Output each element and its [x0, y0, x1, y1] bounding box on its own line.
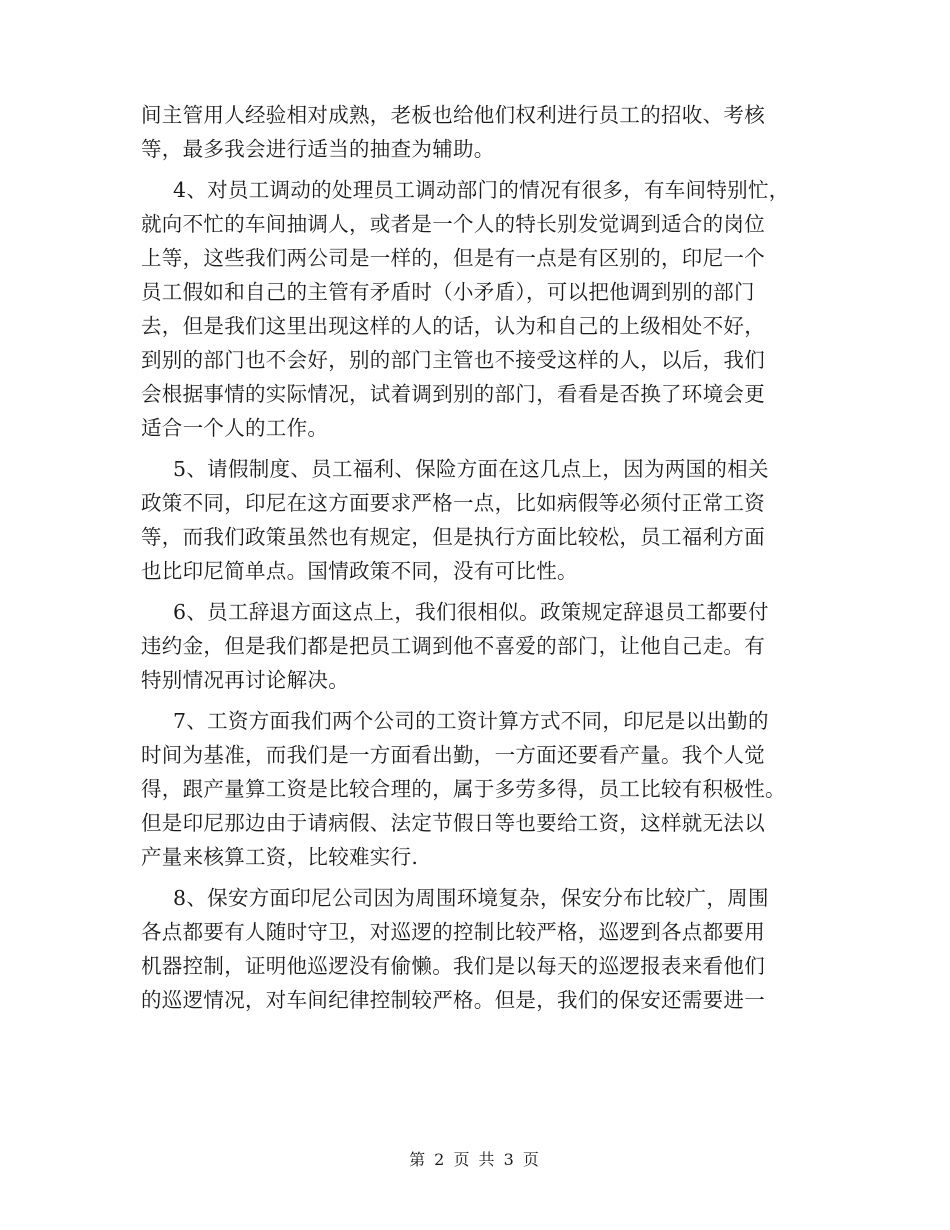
text-line: 上等，这些我们两公司是一样的，但是有一点是有区别的，印尼一个	[141, 246, 765, 270]
text-line: 4、对员工调动的处理员工调动部门的情况有很多，有车间特别忙，	[173, 178, 790, 202]
text-line: 适合一个人的工作。	[141, 416, 329, 440]
text-line: 去，但是我们这里出现这样的人的话，认为和自己的上级相处不好，	[141, 314, 765, 338]
page-number-footer: 第 2 页 共 3 页	[409, 1150, 541, 1169]
text-line: 员工假如和自己的主管有矛盾时（小矛盾），可以把他调到别的部门	[141, 280, 755, 304]
text-line: 机器控制，证明他巡逻没有偷懒。我们是以每天的巡逻报表来看他们	[141, 954, 765, 978]
text-line: 违约金，但是我们都是把员工调到他不喜爱的部门，让他自己走。有	[141, 634, 765, 658]
text-line: 等，而我们政策虽然也有规定，但是执行方面比较松，员工福利方面	[141, 525, 765, 549]
text-line: 政策不同，印尼在这方面要求严格一点，比如病假等必须付正常工资	[141, 491, 765, 515]
text-line: 也比印尼简单点。国情政策不同，没有可比性。	[141, 559, 578, 583]
text-line: 5、请假制度、员工福利、保险方面在这几点上，因为两国的相关	[173, 457, 769, 481]
document-body	[141, 98, 816, 1017]
text-line: 到别的部门也不会好，别的部门主管也不接受这样的人，以后，我们	[141, 348, 765, 372]
text-line: 7、工资方面我们两个公司的工资计算方式不同，印尼是以出勤的	[173, 709, 769, 733]
text-line: 但是印尼那边由于请病假、法定节假日等也要给工资，这样就无法以	[141, 811, 765, 835]
text-line: 的巡逻情况，对车间纪律控制较严格。但是，我们的保安还需要进一	[141, 988, 765, 1012]
text-line: 就向不忙的车间抽调人，或者是一个人的特长别发觉调到适合的岗位	[141, 212, 765, 236]
text-line: 6、员工辞退方面这点上，我们很相似。政策规定辞退员工都要付	[173, 600, 769, 624]
text-line: 会根据事情的实际情况，试着调到别的部门，看看是否换了环境会更	[141, 382, 765, 406]
text-line: 时间为基准，而我们是一方面看出勤，一方面还要看产量。我个人觉	[141, 743, 765, 767]
text-line: 间主管用人经验相对成熟，老板也给他们权利进行员工的招收、考核	[141, 103, 765, 127]
text-line: 8、保安方面印尼公司因为周围环境复杂，保安分布比较广，周围	[173, 886, 769, 910]
text-line: 特别情况再讨论解决。	[141, 668, 349, 692]
text-line: 等，最多我会进行适当的抽查为辅助。	[141, 137, 495, 161]
text-line: 得，跟产量算工资是比较合理的，属于多劳多得，员工比较有积极性。	[141, 777, 786, 801]
text-line: 产量来核算工资，比较难实行.	[141, 845, 419, 869]
text-line: 各点都要有人随时守卫，对巡逻的控制比较严格，巡逻到各点都要用	[141, 920, 765, 944]
